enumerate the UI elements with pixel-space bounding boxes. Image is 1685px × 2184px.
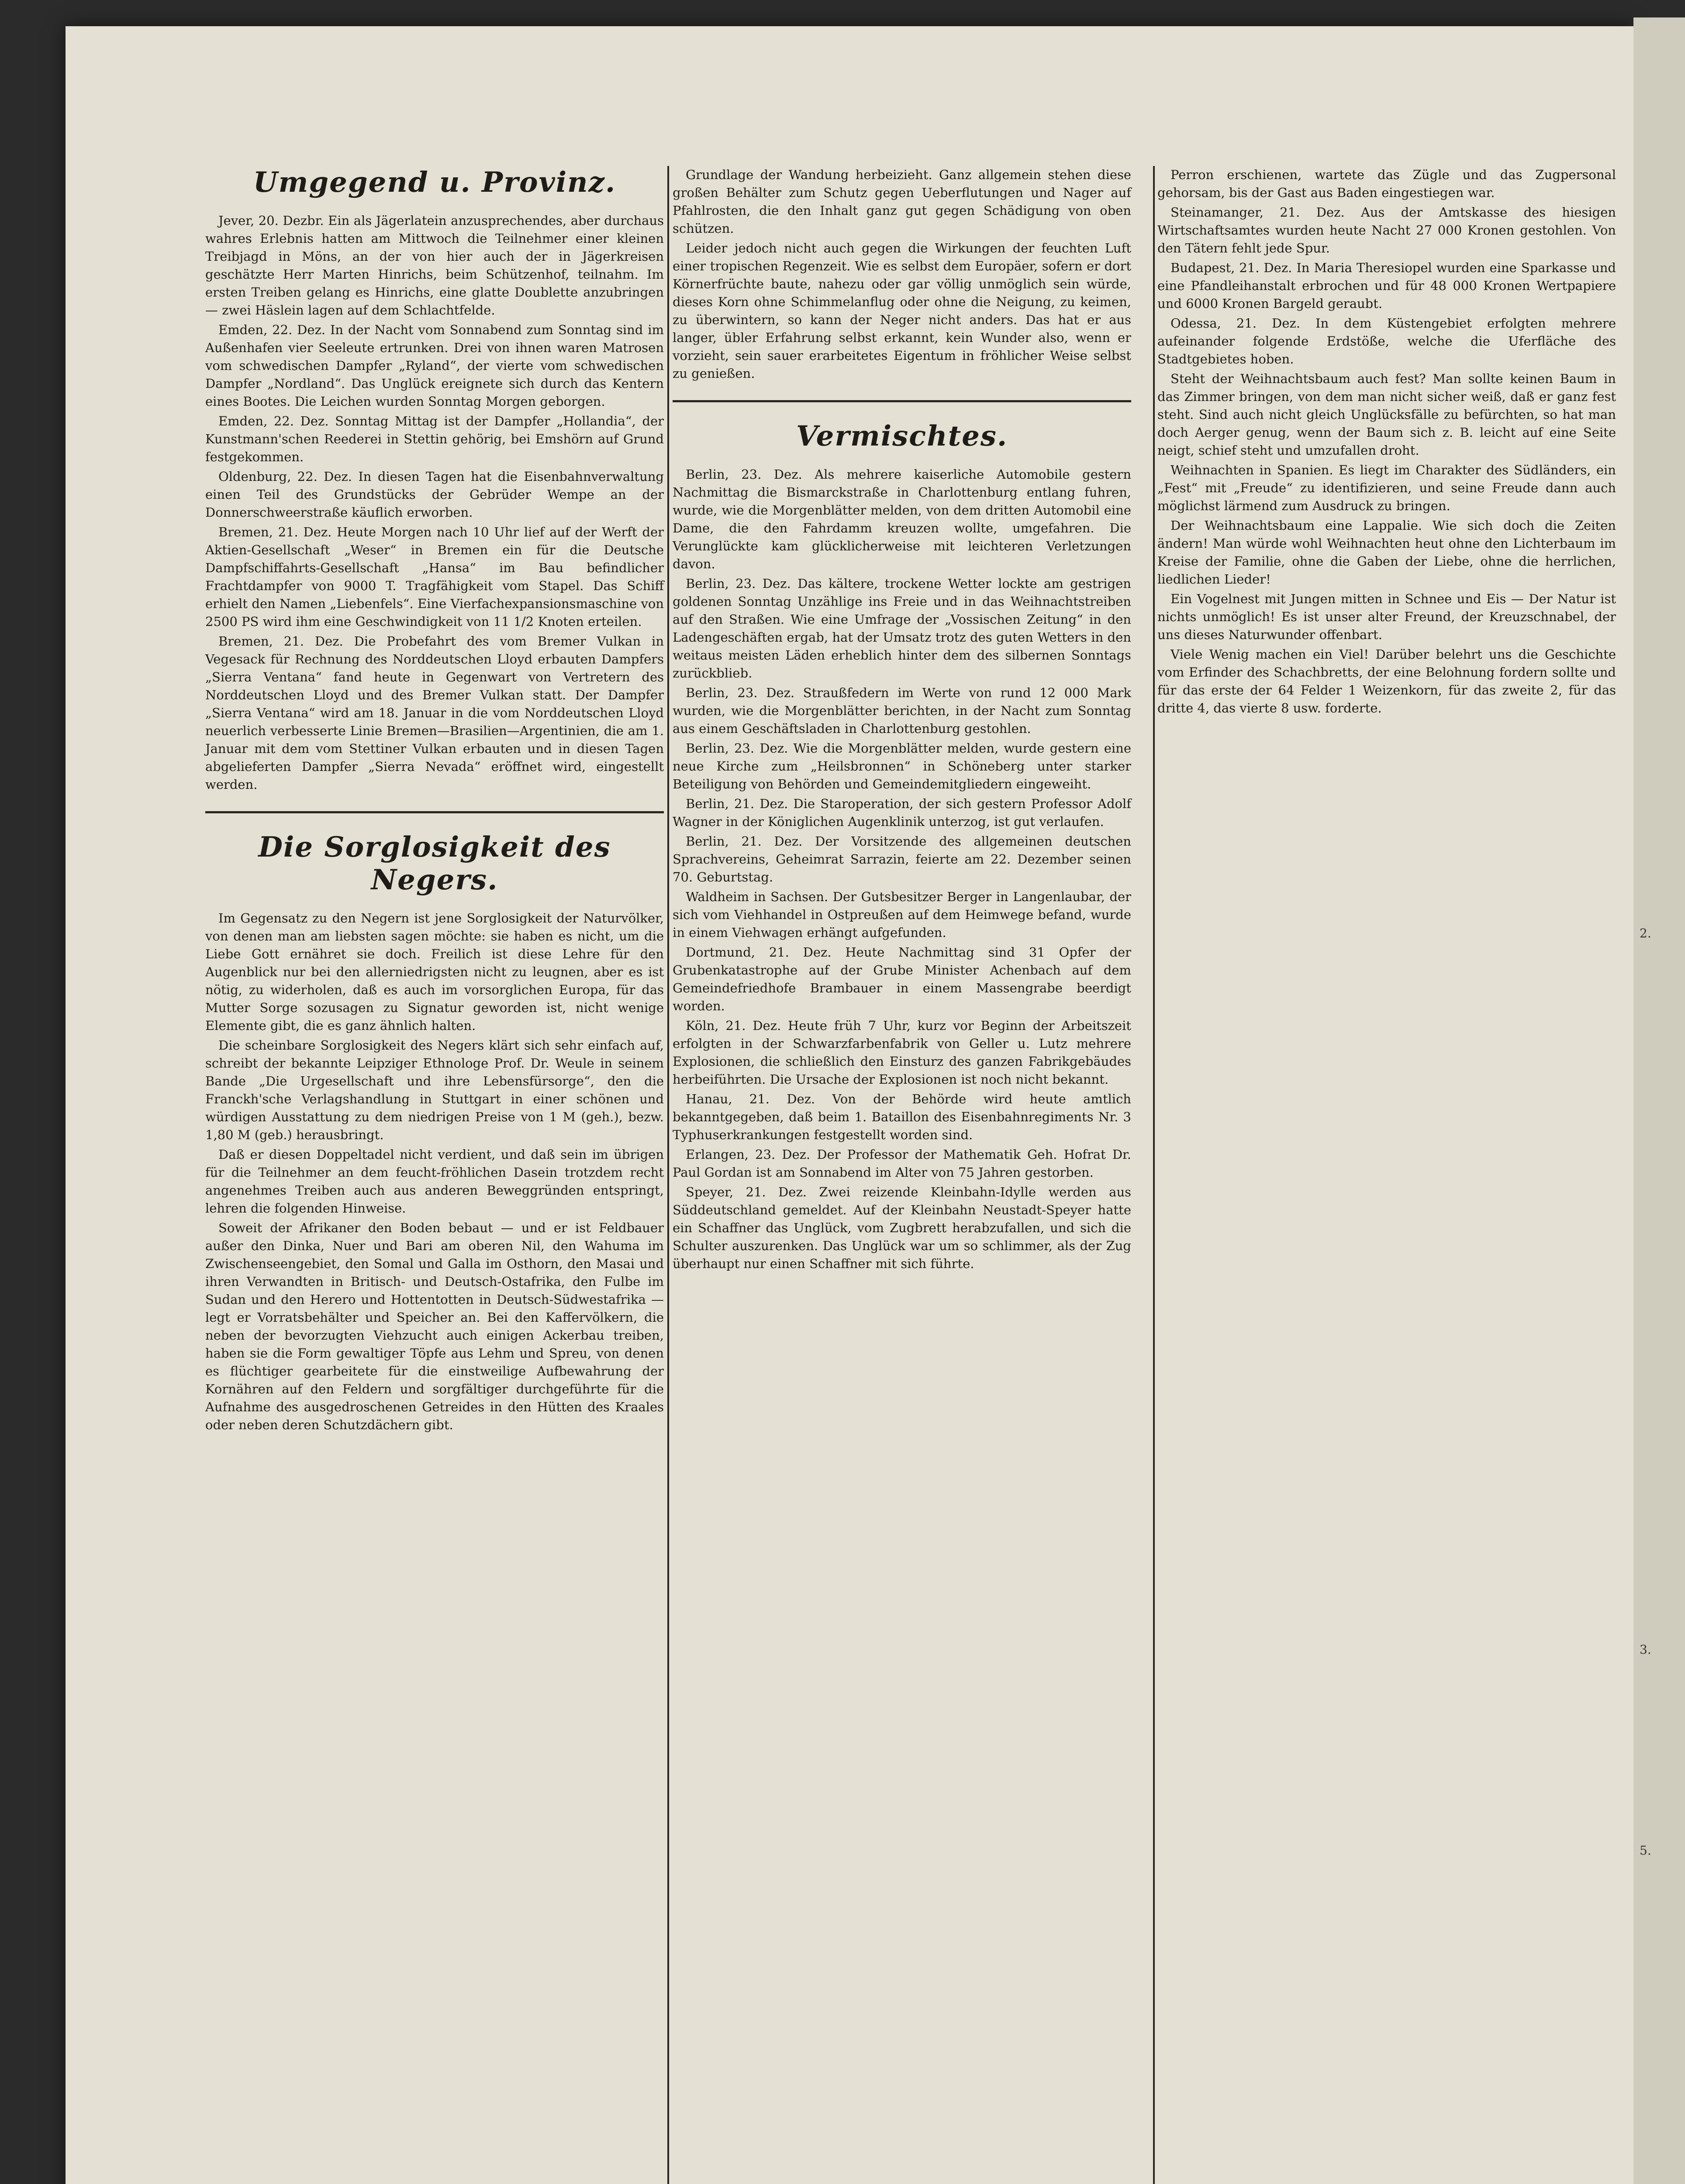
newspaper-page	[66, 26, 1633, 2184]
article-berlin-2: Berlin, 23. Dez. Das kältere, trockene Wetter lockte am gestrigen goldenen Sonntag Unzählige ins Freie und in das Weihnachtstreiben auf den Straßen. Wie eine Umfrage der „Vossischen Zeitung“ in den Ladengeschäften ergab, hat der Umsatz trotz des guten Wetters in den weitaus meisten Läden erheblich hinter dem des silbernen Sonntags zurückblieb.	[673, 576, 1131, 681]
article-speyer: Speyer, 21. Dez. Zwei reizende Kleinbahn-Idylle werden aus Süddeutschland gemeldet. Auf der Kleinbahn Neustadt-Speyer hatte ein Schaffner das Unglück, vom Zugbrett herabzufallen, und sich die Schulter auszurenken. Das Unglück war um so schlimmer, als der Zug überhaupt nur einen Schaffner mit sich führte.	[673, 1185, 1131, 1271]
section-title-vermischtes: Vermischtes.	[796, 420, 1008, 453]
article-berlin-1: Berlin, 23. Dez. Als mehrere kaiserliche Automobile gestern Nachmittag die Bismarckstraße in Charlottenburg entlang fuhren, wurde, wie die Morgenblätter melden, von dem dritten Automobil eine Dame, die den Fahrdamm kreuzen wollte, umgefahren. Die Verunglückte kam glücklicherweise mit leichteren Verletzungen davon.	[673, 467, 1131, 571]
column-1	[205, 157, 664, 1436]
article-berlin-4: Berlin, 23. Dez. Wie die Morgenblätter melden, wurde gestern eine neue Kirche zum „Heilsbronnen“ in Schöneberg unter starker Beteiligung von Behörden und Gemeindemitgliedern eingeweiht.	[673, 741, 1131, 791]
section-title-neger: Die Sorglosigkeit des Negers.	[258, 831, 611, 896]
article-koeln: Köln, 21. Dez. Heute früh 7 Uhr, kurz vor Beginn der Arbeitszeit erfolgten in der Schwarzfarbenfabrik von Geller u. Lutz mehrere Explosionen, die schließlich den Einsturz des ganzen Fabrikgebäudes herbeiführten. Die Ursache der Explosionen ist noch nicht bekannt.	[673, 1018, 1131, 1087]
edge-number: 2.	[1640, 926, 1651, 940]
article-neger-6: Leider jedoch nicht auch gegen die Wirkungen der feuchten Luft einer tropischen Regenzeit. Wie es selbst dem Europäer, sofern er dort Körnerfrüchte baute, nahezu oder gar völlig unmöglich sein würde, dieses Korn ohne Schimmelanflug oder ohne die Neigung, zu keimen, zu überwintern, so kann der Neger nicht anders. Das hat er aus langer, übler Erfahrung selbst erkannt, kein Wunder also, wenn er vorzieht, sein sauer erarbeitetes Eigentum in fröhlicher Weise selbst zu genießen.	[673, 241, 1131, 381]
article-neger-4: Soweit der Afrikaner den Boden bebaut — und er ist Feldbauer außer den Dinka, Nuer und Bari am oberen Nil, den Wahuma im Zwischenseengebiet, den Somal und Galla im Osthorn, den Masai und ihren Verwandten in Britisch- und Deutsch-Ostafrika, den Fulbe im Sudan und den Herero und Hottentotten in Deutsch-Südwestafrika — legt er Vorratsbehälter und Speicher an. Bei den Kaffervölkern, die neben der bevorzugten Viehzucht auch einigen Ackerbau treiben, haben sie die Form gewaltiger Töpfe aus Lehm und Spreu, von denen es flüchtiger gearbeitete für die einstweilige Aufbewahrung der Kornähren auf den Feldern und sorgfältiger durchgeführte für die Aufnahme des ausgedroschenen Getreides in den Hütten des Kraales oder neben deren Schutzdächern gibt.	[205, 1220, 664, 1432]
article-budapest: Budapest, 21. Dez. In Maria Theresiopel wurden eine Sparkasse und eine Pfandleihanstalt erbrochen und für 48 000 Kronen Wertpapiere und 6000 Kronen Bargeld geraubt.	[1157, 260, 1616, 311]
adjacent-page-edge	[1633, 17, 1685, 2184]
article-bremen-1: Bremen, 21. Dez. Heute Morgen nach 10 Uhr lief auf der Werft der Aktien-Gesellschaft „Weser“ in Bremen ein für die Deutsche Dampfschiffahrts-Gesellschaft „Hansa“ im Bau befindlicher Frachtdampfer von 9000 T. Tragfähigkeit vom Stapel. Das Schiff erhielt den Namen „Liebenfels“. Eine Vierfachexpansionsmaschine von 2500 PS wird ihm eine Geschwindigkeit von 11 1/2 Knoten erteilen.	[205, 525, 664, 629]
article-oldenburg: Oldenburg, 22. Dez. In diesen Tagen hat die Eisenbahnverwaltung einen Teil des Grundstücks der Gebrüder Wempe an der Donnerschweerstraße käuflich erworben.	[205, 469, 664, 520]
article-odessa: Odessa, 21. Dez. In dem Küstengebiet erfolgten mehrere aufeinander folgende Erdstöße, welche die Uferfläche des Stadtgebietes hoben.	[1157, 316, 1616, 366]
section-divider	[673, 400, 1131, 402]
article-spanien: Weihnachten in Spanien. Es liegt im Charakter des Südländers, ein „Fest“ mit „Freude“ zu identifizieren, und seine Freude dann auch möglichst lärmend zum Ausdruck zu bringen.	[1157, 463, 1616, 513]
article-viele-wenig: Viele Wenig machen ein Viel! Darüber belehrt uns die Geschichte vom Erfinder des Schachbretts, der eine Belohnung fordern sollte und für das erste der 64 Felder 1 Weizenkorn, für das zweite 2, für das dritte 4, das vierte 8 usw. forderte.	[1157, 647, 1616, 715]
article-neger-3: Daß er diesen Doppeltadel nicht verdient, und daß sein im übrigen für die Teilnehmer an dem feucht-fröhlichen Dasein trotzdem recht angenehmes Treiben auch aus anderen Beweggründen entspringt, lehren die folgenden Hinweise.	[205, 1147, 664, 1216]
column-2	[673, 166, 1131, 1275]
article-emden-1: Emden, 22. Dez. In der Nacht vom Sonnabend zum Sonntag sind im Außenhafen vier Seeleute ertrunken. Drei von ihnen waren Matrosen vom schwedischen Dampfer „Ryland“, der vierte vom schwedischen Dampfer „Nordland“. Das Unglück ereignete sich durch das Kentern eines Bootes. Die Leichen wurden Sonntag Morgen geborgen.	[205, 322, 664, 409]
article-neger-1: Im Gegensatz zu den Negern ist jene Sorglosigkeit der Naturvölker, von denen man am liebsten sagen möchte: sie haben es nicht, um die Liebe Gott ernähret sie doch. Freilich ist diese Lehre für den Augenblick nur bei den allerniedrigsten nicht zu leugnen, aber es ist nötig, zu widerholen, daß es auch im vorsorglichen Europa, für das Mutter Sorge sozusagen zu Signatur geworden ist, nicht wenige Elemente gibt, die es ganz ähnlich halten.	[205, 911, 664, 1033]
column-rule-2	[1153, 166, 1155, 2184]
article-steinamanger: Steinamanger, 21. Dez. Aus der Amtskasse des hiesigen Wirtschaftsamtes wurden heute Nacht 27 000 Kronen gestohlen. Von den Tätern fehlt jede Spur.	[1157, 205, 1616, 256]
article-berlin-5: Berlin, 21. Dez. Die Staroperation, der sich gestern Professor Adolf Wagner in der Königlichen Augenklinik unterzog, ist gut verlaufen.	[673, 796, 1131, 829]
column-rule-1	[667, 166, 669, 2184]
section-title-umgegend: Umgegend u. Provinz.	[253, 166, 616, 199]
article-speyer-cont: Perron erschienen, wartete das Zügle und das Zugpersonal gehorsam, bis der Gast aus Baden eingestiegen war.	[1157, 167, 1616, 200]
article-weihnachtsbaum: Steht der Weihnachtsbaum auch fest? Man sollte keinen Baum in das Zimmer bringen, von dem man nicht sicher weiß, daß er ganz fest steht. Sind auch nicht gleich Unglücksfälle zu befürchten, so hat man doch Aerger genug, wenn der Baum sich z. B. leicht auf eine Seite neigt, schief steht und umzufallen droht.	[1157, 371, 1616, 458]
article-dortmund: Dortmund, 21. Dez. Heute Nachmittag sind 31 Opfer der Grubenkatastrophe auf der Grube Minister Achenbach auf dem Gemeindefriedhofe Brambauer in einem Massengrabe beerdigt worden.	[673, 945, 1131, 1013]
article-erlangen: Erlangen, 23. Dez. Der Professor der Mathematik Geh. Hofrat Dr. Paul Gordan ist am Sonnabend im Alter von 75 Jahren gestorben.	[673, 1147, 1131, 1180]
article-hanau: Hanau, 21. Dez. Von der Behörde wird heute amtlich bekanntgegeben, daß beim 1. Bataillon des Eisenbahnregiments Nr. 3 Typhuserkrankungen festgestellt worden sind.	[673, 1092, 1131, 1142]
article-jever: Jever, 20. Dezbr. Ein als Jägerlatein anzusprechendes, aber durchaus wahres Erlebnis hatten am Mittwoch die Teilnehmer einer kleinen Treibjagd in Möns, an der von hier auch der in Jägerkreisen geschätzte Herr Marten Hinrichs, beim Schützenhof, teilnahm. Im ersten Treiben gelang es Hinrichs, eine glatte Doublette anzubringen — zwei Häslein lagen auf dem Schlachtfelde.	[205, 213, 664, 318]
article-waldheim: Waldheim in Sachsen. Der Gutsbesitzer Berger in Langenlaubar, der sich vom Viehhandel in Ostpreußen auf dem Heimwege befand, wurde in einem Viehwagen erhängt aufgefunden.	[673, 889, 1131, 940]
article-vogelnest: Ein Vogelnest mit Jungen mitten in Schnee und Eis — Der Natur ist nichts unmöglich! Es ist unser alter Freund, der Kreuzschnabel, der uns dieses Naturwunder offenbart.	[1157, 591, 1616, 642]
article-emden-2: Emden, 22. Dez. Sonntag Mittag ist der Dampfer „Hollandia“, der Kunstmann'schen Reederei in Stettin gehörig, bei Emshörn auf Grund festgekommen.	[205, 414, 664, 464]
section-divider	[205, 811, 664, 813]
article-lappalie: Der Weihnachtsbaum eine Lappalie. Wie sich doch die Zeiten ändern! Man würde wohl Weihnachten heut ohne den Lichterbaum im Kreise der Familie, ohne die Gaben der Liebe, ohne die herrlichen, liedlichen Lieder!	[1157, 518, 1616, 587]
column-3	[1157, 166, 1616, 719]
article-bremen-2: Bremen, 21. Dez. Die Probefahrt des vom Bremer Vulkan in Vegesack für Rechnung des Norddeutschen Lloyd erbauten Dampfers „Sierra Ventana“ fand heute in Gegenwart von Vertretern des Norddeutschen Lloyd und des Bremer Vulkan statt. Der Dampfer „Sierra Ventana“ wird am 18. Januar in die vom Norddeutschen Lloyd neuerlich verbesserte Linie Bremen—Brasilien—Argentinien, die am 1. Januar mit dem vom Stettiner Vulkan erbauten und in diesen Tagen abgelieferten Dampfer „Sierra Nevada“ eröffnet wird, eingestellt werden.	[205, 634, 664, 792]
article-neger-5: Grundlage der Wandung herbeizieht. Ganz allgemein stehen diese großen Behälter zum Schutz gegen Ueberflutungen und Nager auf Pfahlrosten, die den Inhalt ganz gut gegen Schädigung von oben schützen.	[673, 167, 1131, 236]
edge-number: 3.	[1640, 1642, 1651, 1657]
article-berlin-3: Berlin, 23. Dez. Straußfedern im Werte von rund 12 000 Mark wurden, wie die Morgenblätter berichten, in der Nacht zum Sonntag aus einem Geschäftsladen in Charlottenburg gestohlen.	[673, 685, 1131, 736]
article-berlin-6: Berlin, 21. Dez. Der Vorsitzende des allgemeinen deutschen Sprachvereins, Geheimrat Sarrazin, feierte am 22. Dezember seinen 70. Geburtstag.	[673, 834, 1131, 885]
article-neger-2: Die scheinbare Sorglosigkeit des Negers klärt sich sehr einfach auf, schreibt der bekannte Leipziger Ethnologe Prof. Dr. Weule in seinem Bande „Die Urgesellschaft und ihre Lebensfürsorge“, den die Franckh'sche Verlagshandlung in Stuttgart in einer schönen und würdigen Ausstattung zu dem niedrigen Preise von 1 M (geh.), bezw. 1,80 M (geb.) herausbringt.	[205, 1038, 664, 1142]
edge-number: 5.	[1640, 1843, 1651, 1858]
